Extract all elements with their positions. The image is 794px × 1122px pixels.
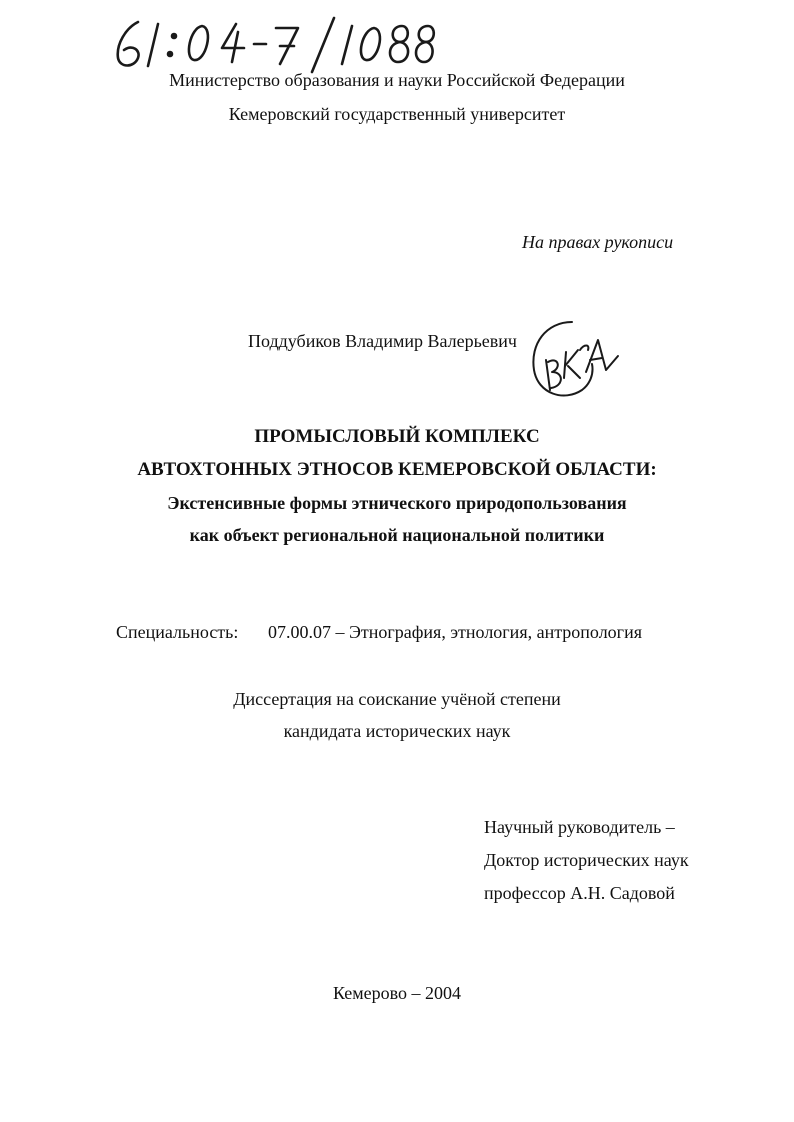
handwritten-archive-code xyxy=(108,14,438,76)
city-year: Кемерово – 2004 xyxy=(332,983,462,1003)
title-line-2: АВТОХТОННЫХ ЭТНОСОВ КЕМЕРОВСКОЙ ОБЛАСТИ: xyxy=(137,459,657,480)
dissertation-line-1: Диссертация на соискание учёной степени xyxy=(233,689,561,709)
university-name: Кемеровский государственный университет xyxy=(228,104,566,124)
specialty-row xyxy=(116,622,642,643)
specialty-code: 07.00.07 – xyxy=(268,622,345,642)
title-line-1: ПРОМЫСЛОВЫЙ КОМПЛЕКС xyxy=(254,426,540,447)
manuscript-note: На правах рукописи xyxy=(522,232,674,252)
specialty-label: Специальность: xyxy=(116,622,239,642)
specialty-name: Этнография, этнология, антропология xyxy=(349,622,642,642)
author-name: Поддубиков Владимир Валерьевич xyxy=(248,331,517,351)
dissertation-line-2: кандидата исторических наук xyxy=(283,721,511,741)
advisor-degree: Доктор исторических наук xyxy=(484,850,689,870)
subtitle-line-2: как объект региональной национальной политики xyxy=(189,525,605,545)
advisor-role: Научный руководитель – xyxy=(484,817,675,837)
ministry-name: Министерство образования и науки Российской Федерации xyxy=(169,70,625,90)
advisor-name: профессор А.Н. Садовой xyxy=(484,883,675,903)
handwritten-signature xyxy=(524,316,620,404)
subtitle-line-1: Экстенсивные формы этнического природопользования xyxy=(167,493,627,513)
